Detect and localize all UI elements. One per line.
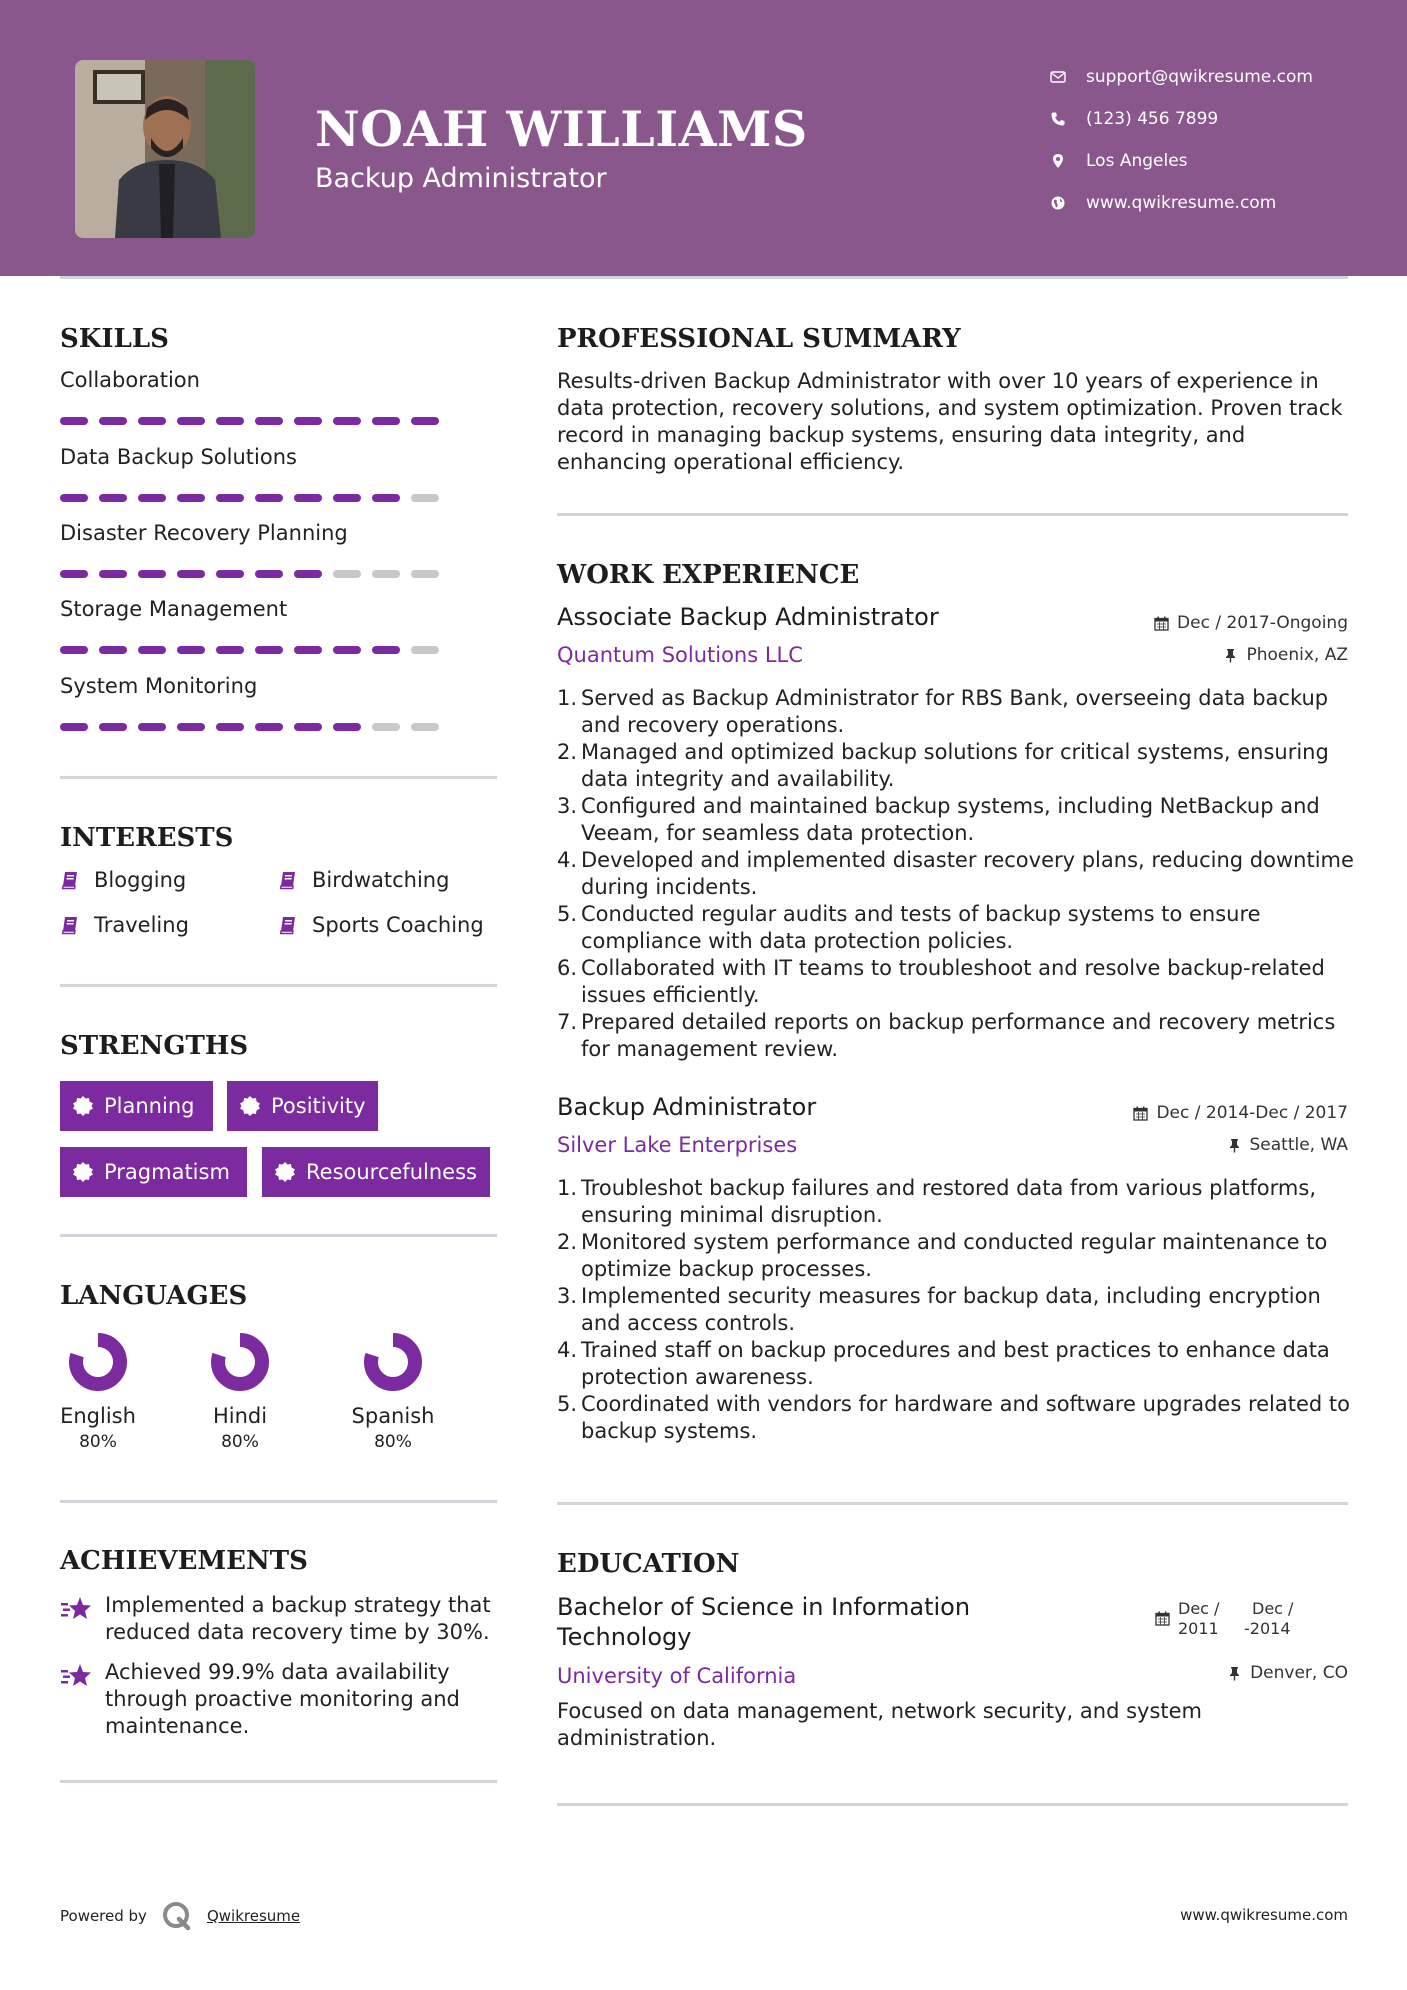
list-item: [557, 739, 1357, 793]
strength-label: Pragmatism: [104, 1160, 230, 1184]
star-icon: [60, 1659, 105, 1740]
list-number: 3.: [557, 794, 578, 818]
qwikresume-logo-icon: [161, 1900, 193, 1932]
skill-rating-dash: [333, 494, 361, 502]
contact-location: [1050, 140, 1313, 182]
skill-rating-dash: [294, 723, 322, 731]
company-name: Quantum Solutions LLC: [557, 643, 803, 667]
list-item: [557, 1391, 1357, 1445]
section-divider: [60, 984, 497, 987]
bullet-text: Served as Backup Administrator for RBS Bank, overseeing data backup and recovery operations.: [581, 686, 1329, 737]
interest-item: [60, 913, 189, 937]
skill-rating-dash: [372, 570, 400, 578]
interest-item: [278, 913, 484, 937]
pushpin-icon: [1223, 648, 1238, 663]
book-icon: [278, 915, 312, 935]
skill-rating-bar: [60, 417, 439, 425]
language-ring: [66, 1330, 130, 1394]
section-divider: [60, 1234, 497, 1237]
list-item: [557, 847, 1357, 901]
book-icon: [278, 870, 312, 890]
language-item: [185, 1330, 295, 1452]
list-number: 4.: [557, 1338, 578, 1362]
skill-rating-dash: [333, 570, 361, 578]
skill-rating-dash: [99, 646, 127, 654]
education-description: Focused on data management, network security, and system administration.: [557, 1699, 1202, 1750]
language-name: Spanish: [351, 1404, 435, 1428]
skill-rating-bar: [60, 570, 439, 578]
list-item: [557, 685, 1357, 739]
skill-rating-dash: [177, 646, 205, 654]
list-item: [557, 1337, 1357, 1391]
interest-label: Sports Coaching: [312, 913, 484, 937]
education-end-year: -2014: [1244, 1619, 1291, 1638]
degree-title-line1: Bachelor of Science in Information: [557, 1593, 971, 1621]
education-start-month: Dec /: [1178, 1599, 1220, 1618]
skill-rating-dash: [411, 494, 439, 502]
achievement-item: [60, 1659, 485, 1740]
interests-heading: INTERESTS: [60, 823, 234, 853]
language-percent: 80%: [374, 1432, 412, 1452]
list-number: 1.: [557, 686, 578, 710]
bullet-text: Configured and maintained backup systems, including NetBackup and Veeam, for seamless data protection.: [581, 794, 1320, 845]
job-dates: [1154, 613, 1348, 633]
education-location-text: Denver, CO: [1250, 1663, 1348, 1683]
skill-rating-bar: [60, 646, 439, 654]
achievement-text: Achieved 99.9% data availability through proactive monitoring and maintenance.: [105, 1660, 460, 1738]
list-item: [557, 1229, 1357, 1283]
book-icon: [60, 870, 94, 890]
section-divider: [557, 1502, 1348, 1505]
strength-label: Resourcefulness: [306, 1160, 477, 1184]
job-dates-text: Dec / 2014-Dec / 2017: [1156, 1103, 1348, 1123]
education-location: [1227, 1663, 1348, 1683]
summary-text: Results-driven Backup Administrator with over 10 years of experience in data protection, recovery solutions, and system optimization. Proven track record in managing backup systems, ensuring data integrity, and enhancing operational efficiency.: [557, 369, 1343, 474]
contact-list: [1050, 56, 1313, 224]
strengths-heading: STRENGTHS: [60, 1031, 249, 1061]
skill-rating-dash: [177, 417, 205, 425]
contact-website-text: www.qwikresume.com: [1086, 193, 1277, 213]
skill-rating-dash: [60, 723, 88, 731]
skill-rating-dash: [255, 417, 283, 425]
skill-rating-dash: [138, 646, 166, 654]
list-item: [557, 1009, 1357, 1063]
map-pin-icon: [1050, 152, 1086, 170]
strength-chip: [227, 1081, 378, 1131]
skill-label: Collaboration: [60, 368, 200, 392]
book-icon: [60, 915, 94, 935]
skill-rating-dash: [99, 494, 127, 502]
skill-rating-dash: [372, 417, 400, 425]
skill-rating-dash: [255, 646, 283, 654]
skill-rating-dash: [372, 646, 400, 654]
skill-rating-dash: [99, 570, 127, 578]
education-dates: [1155, 1599, 1294, 1639]
list-number: 6.: [557, 956, 578, 980]
section-divider: [60, 1500, 497, 1503]
list-item: [557, 793, 1357, 847]
achievement-text: Implemented a backup strategy that reduced data recovery time by 30%.: [105, 1593, 491, 1644]
list-item: [557, 1175, 1357, 1229]
skill-rating-dash: [177, 494, 205, 502]
list-number: 2.: [557, 1230, 578, 1254]
bullet-text: Implemented security measures for backup data, including encryption and access controls.: [581, 1284, 1321, 1335]
bullet-text: Coordinated with vendors for hardware and software upgrades related to backup systems.: [581, 1392, 1350, 1443]
calendar-icon: [1133, 1106, 1148, 1121]
job-responsibilities: [557, 1175, 1357, 1445]
skill-rating-dash: [255, 570, 283, 578]
candidate-name: NOAH WILLIAMS: [315, 100, 808, 158]
skill-rating-dash: [411, 417, 439, 425]
interest-item: [278, 868, 449, 892]
interest-label: Birdwatching: [312, 868, 450, 892]
contact-website[interactable]: [1050, 182, 1313, 224]
skill-label: Data Backup Solutions: [60, 445, 297, 469]
education-start-year: 2011: [1178, 1619, 1219, 1638]
bullet-text: Managed and optimized backup solutions for critical systems, ensuring data integrity and availability.: [581, 740, 1329, 791]
list-item: [557, 955, 1357, 1009]
header-divider: [60, 276, 1348, 279]
pushpin-icon: [1227, 1138, 1242, 1153]
strength-chip: [60, 1081, 213, 1131]
calendar-icon: [1154, 616, 1169, 631]
skill-rating-dash: [333, 417, 361, 425]
languages-heading: LANGUAGES: [60, 1281, 248, 1311]
job-location: [1223, 645, 1348, 665]
candidate-title: Backup Administrator: [315, 163, 607, 194]
skill-rating-dash: [372, 723, 400, 731]
skill-rating-dash: [138, 494, 166, 502]
interest-item: [60, 868, 186, 892]
strength-chip: [60, 1147, 247, 1197]
summary-heading: PROFESSIONAL SUMMARY: [557, 324, 961, 354]
skill-rating-dash: [255, 494, 283, 502]
bullet-text: Collaborated with IT teams to troubleshoot and resolve backup-related issues efficiently.: [581, 956, 1325, 1007]
brand-link[interactable]: Qwikresume: [206, 1907, 301, 1925]
list-number: 1.: [557, 1176, 578, 1200]
skill-rating-dash: [138, 417, 166, 425]
language-percent: 80%: [221, 1432, 259, 1452]
bullet-text: Monitored system performance and conducted regular maintenance to optimize backup processes.: [581, 1230, 1328, 1281]
job-title: Backup Administrator: [557, 1093, 817, 1121]
badge-icon: [239, 1095, 271, 1117]
envelope-icon: [1050, 68, 1086, 86]
education-end-month: Dec /: [1252, 1599, 1294, 1618]
skill-rating-dash: [255, 723, 283, 731]
contact-phone[interactable]: [1050, 98, 1313, 140]
star-icon: [60, 1592, 105, 1646]
skill-rating-dash: [216, 494, 244, 502]
skill-rating-dash: [294, 646, 322, 654]
skill-rating-dash: [177, 723, 205, 731]
calendar-icon: [1155, 1611, 1170, 1626]
list-number: 4.: [557, 848, 578, 872]
powered-by-text: Powered by: [60, 1907, 147, 1925]
skill-rating-bar: [60, 494, 439, 502]
bullet-text: Prepared detailed reports on backup performance and recovery metrics for management review.: [581, 1010, 1336, 1061]
skill-rating-dash: [216, 417, 244, 425]
skill-rating-dash: [60, 417, 88, 425]
skill-rating-dash: [294, 494, 322, 502]
job-dates-text: Dec / 2017-Ongoing: [1177, 613, 1348, 633]
strength-chip: [262, 1147, 490, 1197]
strength-label: Planning: [104, 1094, 195, 1118]
degree-title-line2: Technology: [557, 1623, 692, 1651]
strength-label: Positivity: [271, 1094, 366, 1118]
list-item: [557, 1283, 1357, 1337]
skill-rating-dash: [99, 417, 127, 425]
footer-website-link[interactable]: www.qwikresume.com: [1180, 1906, 1348, 1924]
language-percent: 80%: [79, 1432, 117, 1452]
skill-rating-dash: [294, 570, 322, 578]
language-item: [43, 1330, 153, 1452]
profile-photo: [75, 60, 255, 238]
bullet-text: Troubleshot backup failures and restored data from various platforms, ensuring minimal disruption.: [581, 1176, 1316, 1227]
bullet-text: Trained staff on backup procedures and best practices to enhance data protection awareness.: [581, 1338, 1330, 1389]
list-number: 3.: [557, 1284, 578, 1308]
list-number: 7.: [557, 1010, 578, 1034]
phone-icon: [1050, 110, 1086, 128]
contact-email-text: support@qwikresume.com: [1086, 67, 1313, 87]
experience-heading: WORK EXPERIENCE: [557, 560, 860, 590]
skill-rating-dash: [411, 723, 439, 731]
interest-label: Blogging: [94, 868, 187, 892]
achievements-heading: ACHIEVEMENTS: [60, 1546, 308, 1576]
contact-phone-text: (123) 456 7899: [1086, 109, 1219, 129]
skill-rating-dash: [333, 723, 361, 731]
job-location-text: Phoenix, AZ: [1246, 645, 1348, 665]
language-name: Hindi: [212, 1404, 268, 1428]
badge-icon: [72, 1095, 104, 1117]
badge-icon: [274, 1161, 306, 1183]
skill-rating-dash: [372, 494, 400, 502]
skill-rating-dash: [294, 417, 322, 425]
bullet-text: Developed and implemented disaster recovery plans, reducing downtime during incidents.: [581, 848, 1354, 899]
bullet-text: Conducted regular audits and tests of backup systems to ensure compliance with data protection policies.: [581, 902, 1261, 953]
skill-rating-dash: [411, 646, 439, 654]
language-item: [338, 1330, 448, 1452]
list-number: 5.: [557, 902, 578, 926]
section-divider: [557, 1803, 1348, 1806]
skills-heading: SKILLS: [60, 324, 169, 354]
skill-label: Disaster Recovery Planning: [60, 521, 348, 545]
resume-header: [0, 0, 1407, 276]
company-name: Silver Lake Enterprises: [557, 1133, 798, 1157]
skill-rating-dash: [216, 570, 244, 578]
skill-rating-dash: [60, 494, 88, 502]
language-ring: [361, 1330, 425, 1394]
education-end: [1244, 1599, 1294, 1639]
list-number: 5.: [557, 1392, 578, 1416]
skill-rating-dash: [177, 570, 205, 578]
education-start: [1178, 1599, 1236, 1639]
skill-rating-dash: [60, 570, 88, 578]
skill-rating-dash: [138, 570, 166, 578]
contact-email[interactable]: [1050, 56, 1313, 98]
skill-rating-dash: [99, 723, 127, 731]
skill-rating-dash: [411, 570, 439, 578]
language-name: English: [60, 1404, 136, 1428]
skill-rating-dash: [216, 646, 244, 654]
skill-rating-dash: [60, 646, 88, 654]
pushpin-icon: [1227, 1666, 1242, 1681]
education-end-year-text: 2014: [1249, 1619, 1291, 1638]
job-title: Associate Backup Administrator: [557, 603, 939, 631]
skill-rating-dash: [333, 646, 361, 654]
skill-rating-dash: [216, 723, 244, 731]
school-name: University of California: [557, 1664, 797, 1688]
skill-label: System Monitoring: [60, 674, 258, 698]
skill-rating-dash: [138, 723, 166, 731]
contact-location-text: Los Angeles: [1086, 151, 1188, 171]
list-number: 2.: [557, 740, 578, 764]
achievement-item: [60, 1592, 505, 1646]
interest-label: Traveling: [94, 913, 189, 937]
section-divider: [557, 513, 1348, 516]
job-location-text: Seattle, WA: [1249, 1135, 1348, 1155]
badge-icon: [72, 1161, 104, 1183]
list-item: [557, 901, 1357, 955]
job-responsibilities: [557, 685, 1357, 1063]
job-location: [1227, 1135, 1349, 1155]
language-ring: [208, 1330, 272, 1394]
footer-powered-by: [60, 1900, 300, 1932]
job-dates: [1133, 1103, 1348, 1123]
skill-rating-bar: [60, 723, 439, 731]
education-heading: EDUCATION: [557, 1549, 740, 1579]
globe-icon: [1050, 194, 1086, 212]
section-divider: [60, 776, 497, 779]
section-divider: [60, 1780, 497, 1783]
skill-label: Storage Management: [60, 597, 288, 621]
